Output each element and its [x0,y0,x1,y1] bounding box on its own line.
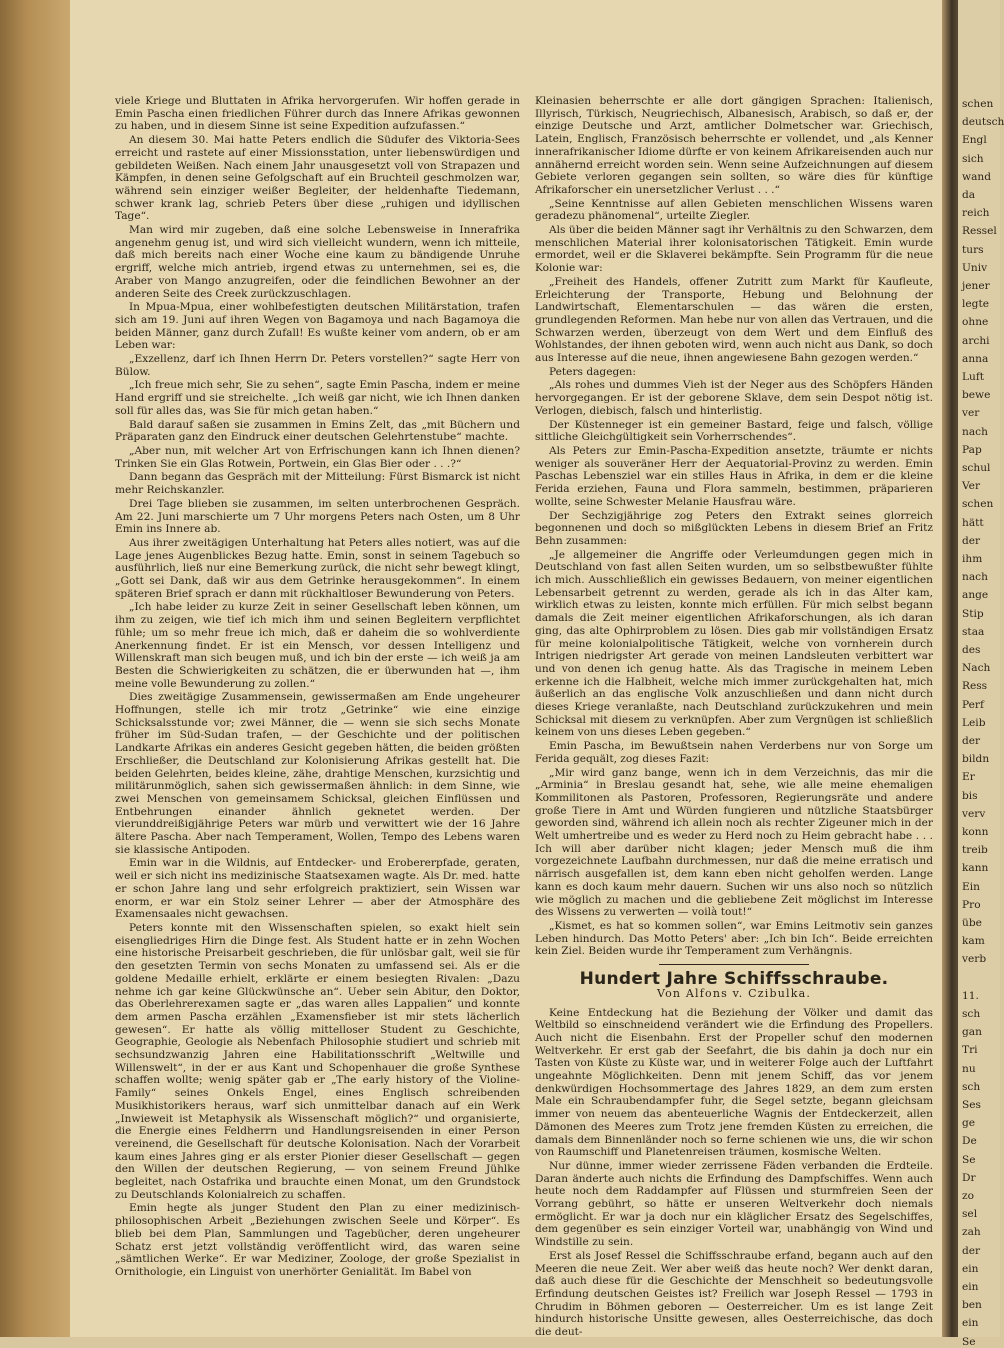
facing-page-text-fragment: wand [962,170,991,183]
facing-page-text-fragment: nu [962,1062,976,1075]
paragraph: Bald darauf saßen sie zusammen in Emins Zelt, das „mit Büchern und Präparaten ganz den Eindruck einer deutschen Gelehrtenstube“ machte. [115,418,520,444]
facing-page-text-fragment: De [962,1135,977,1148]
paragraph: Emin hegte als junger Student den Plan zu einer medizinisch-philosophischen Arbeit „Beziehungen zwischen Seele und Körper“. Es blieb bei dem Plan, Sammlungen und Tagebücher, deren ungeheurer Schatz erst jetzt vollständig veröffentlicht wird, das waren seine „sämtlichen Werke“. Er war Mediziner, Zoologe, der große Spezialist in Ornithologie, ein Linguist von unerhörter Genialität. Im Babel von [115,1202,520,1278]
facing-page-text-fragment: sch [962,1008,981,1020]
facing-page-text-fragment: deutsch [962,116,1004,129]
facing-page-text-fragment: ohne [962,316,989,329]
paragraph: Man wird mir zugeben, daß eine solche Lebensweise in Innerafrika angenehm genug ist, und wird sich vielleicht wundern, wenn ich mitteile, daß mich bereits nach einer Woche eine kaum zu bändigende Unruhe ergriff, welche mich antrieb, irgend etwas zu unternehmen, sei es, die Araber von Mango anzugreifen, oder die feindlichen Bewohner an der anderen Seite des Creek zurückzuschlagen. [115,224,520,300]
facing-page-text-fragment: bildn [962,753,990,766]
facing-page-text-fragment: ben [962,1299,982,1312]
paragraph: Emin Pascha, im Bewußtsein nahen Verderbens nur von Sorge um Ferida gequält, zog dieses Fazit: [535,740,933,765]
facing-page-text-fragment: Pap [962,443,982,456]
paragraph: Kleinasien beherrschte er alle dort gängigen Sprachen: Italienisch, Illyrisch, Türkisch, Neugriechisch, Albanesisch, Arabisch, so daß er, der einzige Deutsche und Arzt, amtlicher Dolmetscher war. Griechisch, Latein, Englisch, Französisch beherrschte er vollendet, und „als Kenner innerafrikanischer Idiome dürfte er von keinem Afrikareisenden auch nur annähernd erreicht worden sein. Wenn seine Aufzeichnungen auf diesem Gebiete verloren gegangen sein sollten, so wäre dies für künftige Afrikaforscher ein unersetzlicher Verlust . . .“ [535,95,933,196]
facing-page-text-fragment: Ress [962,680,988,693]
facing-page-text-fragment: Engl [962,134,987,147]
facing-page-text-fragment: der [962,735,981,747]
facing-page-text-fragment: verb [962,953,987,966]
facing-page-text-fragment: schen [962,498,994,511]
facing-page-text-fragment: Dr [962,1171,976,1184]
paragraph: „Exzellenz, darf ich Ihnen Herrn Dr. Peters vorstellen?“ sagte Herr von Bülow. [115,353,520,378]
facing-page-text-fragment: Ein [962,880,980,893]
facing-page-text-fragment: ein [962,1262,979,1275]
paragraph: An diesem 30. Mai hatte Peters endlich die Südufer des Viktoria-Sees erreicht und rastete auf einer Missionsstation, unter liebenswürdigen und gebildeten Weißen. Nach einem Jahr unausgesetzt voll von Strapazen und Kämpfen, in denen seine Gefolgschaft auf ein Bruchteil geschmolzen war, während sein einziger weißer Begleiter, der heldenhafte Tiedemann, schwer krank lag, schrieb Peters über diese „ruhigen und idyllischen Tage“. [115,134,520,223]
facing-page-text-fragment: ange [962,589,989,602]
facing-page-text-fragment: ge [962,1117,976,1130]
facing-page-text-fragment: verv [962,807,986,820]
facing-page-text-fragment: gan [962,1026,982,1039]
page-gutter [942,0,958,1337]
paragraph: Aus ihrer zweitägigen Unterhaltung hat Peters alles notiert, was auf die Lage jenes Augenblickes Bezug hatte. Emin, sonst in seinem Tagebuch so ausführlich, ließ nur eine Bemerkung zurück, die nicht sehr bewegt klingt, „Gott sei Dank, daß wir aus dem Getrinke herausgekommen“. In einem späteren Brief sprach er dann mit rückhaltloser Bewunderung von Peters. [115,536,520,600]
article-continuation [535,95,933,958]
facing-page-text-fragment: des [962,644,981,656]
paragraph: Der Sechzigjährige zog Peters den Extrakt seines glorreich begonnenen und doch so mißglückten Lebens in diesem Brief an Fritz Behn zusammen: [535,509,933,547]
facing-page-text-fragment: bis [962,789,978,802]
facing-page-text-fragment: zo [962,1190,974,1202]
facing-page-text-fragment: da [962,189,976,201]
paragraph: Als über die beiden Männer sagt ihr Verhältnis zu den Schwarzen, dem menschlichen Material ihrer kolonisatorischen Tätigkeit. Emin wurde ermordet, weil er die Sklaverei bekämpfte. Sein Programm für die neue Kolonie war: [535,224,933,275]
facing-page-text-fragment: reich [962,207,990,220]
paragraph: „Je allgemeiner die Angriffe oder Verleumdungen gegen mich in Deutschland von fast allen Seiten wurden, um so selbstbewußter fühlte ich mich. Ausschließlich ein gewisses Bedauern, von meiner eigentlichen Lebensarbeit getrennt zu werden, gerade als ich in das Alter kam, wirklich etwas zu leisten, konnte mich erfüllen. Für mich selbst begann damals die Zeit meiner eigentlichen Afrikaforschungen, als ich daran ging, das alte Ophirproblem zu lösen. Dies gab mir vollständigen Ersatz für meine kolonialpolitische Tätigkeit, welche von vornherein durch Intrigen niedrigster Art gerade von meinen Landsleuten verbittert war und von denen ich genug hatte. Als das Tragische in meinem Leben erkenne ich die Halbheit, welche mich immer zurückgehalten hat, mich äußerlich an das englische Volk anzuschließen und dann nicht durch dieses Kriege veranlaßte, nach Deutschland zurückzukehren und mein Schicksal mit diesem zu verknüpfen. Aber zum Vergnügen ist schließlich keinem von uns dieses Leben gegeben.“ [535,548,933,739]
facing-page-text-fragment: anna [962,352,989,365]
facing-page-text-fragment: Tri [962,1044,978,1057]
facing-page-text-fragment: staa [962,625,985,638]
facing-page-text-fragment: ein [962,1281,979,1293]
facing-page-text-fragment: turs [962,243,984,256]
paragraph: Dann begann das Gespräch mit der Mitteilung: Fürst Bismarck ist nicht mehr Reichskanzler. [115,471,520,497]
facing-page-text-fragment: sich [962,152,984,165]
facing-page-text-fragment: kam [962,935,985,948]
paragraph: „Als rohes und dummes Vieh ist der Neger aus des Schöpfers Händen hervorgegangen. Er ist der geborene Sklave, dem sein Despot nötig ist. Verlogen, diebisch, falsch und hinterlistig. [535,379,933,417]
facing-page-text-fragment: Se [962,1335,976,1348]
facing-page-text-fragment: sch [962,1080,981,1093]
facing-page-text-fragment: ver [962,407,980,420]
facing-page-text-fragment: schul [962,462,991,474]
article-column-left [115,95,520,1280]
paragraph: Keine Entdeckung hat die Beziehung der Völker und damit das Weltbild so einschneidend verändert wie die Erfindung des Propellers. Auch nicht die Eisenbahn. Erst der Propeller schuf den modernen Weltverkehr. Er erst gab der Seefahrt, die bis dahin ja doch nur ein Tasten von Küste zu Küste war, und in weiterer Folge auch der Luftfahrt ungeahnte Möglichkeiten. Denn mit jenem Schiff, das vor jenem denkwürdigen Hochsommertage des Jahres 1829, an dem zum ersten Male ein Schraubendampfer fuhr, die Segel setzte, begann gleichsam immer von neuem das abenteuerliche Wagnis der Entdeckerzeit, allen Dämonen des Meeres zum Trotz jene fremden Küsten zu erreichen, die damals dem Binnenländer noch so ferne schienen wie uns, die wir schon von Raumschiff und Planetenreisen träumen, kosmische Welten. [535,1006,933,1159]
facing-page-text-fragment: nach [962,425,988,438]
paragraph: Der Küstenneger ist ein gemeiner Bastard, feige und falsch, völlige sittliche Gleichgültigkeit sein Vorherrschendes“. [535,418,933,444]
article-body [535,1007,933,1339]
paragraph: Erst als Josef Ressel die Schiffsschraube erfand, begann auch auf den Meeren die neue Zeit. Wer aber weiß das heute noch? Wer denkt daran, daß auch diese für die Geschichte der Menschheit so bedeutungsvolle Erfindung deutschen Geistes ist? Freilich war Joseph Ressel — 1793 in Chrudim in Böhmen geboren — Oesterreicher. Um es ist lange Zeit hindurch historische Unsitte gewesen, alles Oesterreichische, das doch die deut- [535,1249,933,1339]
article-headline: Hundert Jahre Schiffsschraube. [579,969,889,990]
facing-page-text-fragment: Ressel [962,225,997,238]
paragraph: Als Peters zur Emin-Pascha-Expedition ansetzte, träumte er nichts weniger als souveräner Herr der Aequatorial-Provinz zu werden. Emin Paschas Lebensziel war ein stilles Haus in Afrika, in dem er die kleine Ferida erziehen, Fauna und Flora sammeln, bestimmen, präparieren wollte, seine Schwester Melanie Hausfrau wäre. [535,444,933,508]
facing-page-text-fragment: ihm [962,553,983,565]
facing-page-text-fragment: sel [962,1208,978,1221]
facing-page-text-fragment: übe [962,917,982,929]
facing-page-text-fragment: archi [962,334,990,347]
facing-page-text-fragment: nach [962,571,988,584]
facing-page-text-fragment: Luft [962,371,985,383]
facing-page-text-fragment: Er [962,771,975,784]
paragraph: Nur dünne, immer wieder zerrissene Fäden verbanden die Erdteile. Daran änderte auch nichts die Erfindung des Dampfschiffes. Wenn auch heute noch dem Raddampfer auf Flüssen und sturmfreien Seen der Vorrang gebührt, so hätte er unseren Weltverkehr doch niemals ermöglicht. Er war ja doch nur ein kläglicher Ersatz des Segelschiffes, dem gegenüber es sein einziger Vorteil war, unabhängig von Wind und Windstille zu sein. [535,1159,933,1249]
paragraph: „Ich freue mich sehr, Sie zu sehen“, sagte Emin Pascha, indem er meine Hand ergriff und sie streichelte. „Ich weiß gar nicht, wie ich Ihnen danken soll für alles das, was Sie für mich getan haben.“ [115,379,520,417]
article-byline: Von Alfons v. Czibulka. [656,986,812,1000]
facing-page-edge [958,0,1004,1348]
facing-page-text-fragment: der [962,534,981,547]
facing-page-text-fragment: schen [962,98,994,110]
paragraph: Peters konnte mit den Wissenschaften spielen, so exakt hielt sein eisengliedriges Hirn die Dinge fest. Als Student hatte er in zehn Wochen eine historische Preisarbeit geschrieben, die für unlösbar galt, weil sie für den gesetzten Termin von sechs Monaten zu umfassend sei. Als er die goldene Medaille erhielt, erklärte er einem besiegten Rivalen: „Dazu nehme ich gar keine Glückwünsche an“. Ueber sein Abitur, den Doktor, das Oberlehrerexamen sagte er „das waren alles Lappalien“ und konnte dem armen Pascha erzählen „Examensfieber ist mir stets lächerlich gewesen“. Er hatte als völlig mittelloser Student zu Geschichte, Geographie, Geologie als Nebenfach Philosophie studiert und schrieb mit sechsundzwanzig Jahren eine Habilitationsschrift „Weltwille und Willenswelt“, in der er aus Kant und Schopenhauer die große Synthese schaffen wollte; wenig später gab er „The early history of the Violine-Family“ seines Onkels Engel, eines Englisch schreibenden Musikhistorikers heraus, warf sich unmittelbar danach auf ein Werk „Inwieweit ist Metaphysik als Wissenschaft möglich?“ und organisierte, die Energie eines Feldherrn und Handlungsreisenden in einer Person vereinend, die Gesellschaft für deutsche Kolonisation. Nach der Vorarbeit kaum eines Jahres ging er als erster Pionier dieser Gesellschaft — gegen den Willen der deutschen Regierung, — von seinem Freund Jühlke begleitet, nach Ostafrika und brauchte einen Monat, um den Grundstock zu Deutschlands Kolonialreich zu schaffen. [115,922,520,1201]
facing-page-text-fragment: bewe [962,389,991,402]
facing-page-text-fragment: 11. [962,989,979,1002]
facing-page-text-fragment: treib [962,844,988,857]
paragraph: „Aber nun, mit welcher Art von Erfrischungen kann ich Ihnen dienen? Trinken Sie ein Glas Rotwein, Portwein, ein Glas Bier oder . . .?“ [115,444,520,470]
facing-page-text-fragment: legte [962,298,989,311]
facing-page-text-fragment: jener [962,280,990,292]
facing-page-text-fragment: der [962,1244,981,1257]
paragraph: viele Kriege und Bluttaten in Afrika hervorgerufen. Wir hoffen gerade in Emin Pascha einen friedlichen Führer durch das Innere Afrikas gewonnen zu haben, und in diesem Sinne ist seine Expedition aufzufassen.“ [115,95,520,133]
facing-page-text-fragment: Perf [962,698,984,711]
section-divider [659,964,809,965]
facing-page-text-fragment: ein [962,1317,979,1330]
facing-page-text-fragment: zah [962,1226,981,1239]
paragraph: „Kismet, es hat so kommen sollen“, war Emins Leitmotiv sein ganzes Leben hindurch. Das Motto Peters' aber: „Ich bin Ich“. Beide erreichten kein Ziel. Beiden wurde ihr Temperament zum Verhängnis. [535,920,933,958]
facing-page-text-fragment: konn [962,826,989,838]
facing-page-text-fragment: kann [962,862,989,875]
facing-page-text-fragment: Stip [962,607,984,620]
article-column-right [535,95,933,1340]
facing-page-text-fragment: Univ [962,261,988,274]
book-binding-left [0,0,72,1337]
facing-page-text-fragment: Pro [962,898,981,911]
facing-page-text-fragment: Nach [962,662,991,675]
facing-page-text-fragment: Se [962,1153,976,1166]
facing-page-text-fragment: Ver [962,480,981,493]
facing-page-text-fragment: Leib [962,716,986,729]
paragraph: „Mir wird ganz bange, wenn ich in dem Verzeichnis, das mir die „Arminia“ in Breslau gesandt hat, sehe, wie alle meine ehemaligen Kommilitonen als Pastoren, Professoren, Regierungsräte und andere große Tiere in Amt und Würden fungieren und nützliche Staatsbürger geworden sind, während ich allein noch als rechter Zigeuner mich in der Welt umhertreibe und es weder zu Herd noch zu Heim gebracht habe . . . Ich will aber darüber nicht klagen; jeder Mensch muß die ihm vorgezeichnete Laufbahn durchmessen, nur daß die meine erratisch und närrisch ausgefallen ist, dem kann eben nicht geholfen werden. Lange kann es doch kaum mehr dauern. Suchen wir uns also noch so nützlich wie möglich zu machen und die gebliebene Zeit möglichst im Interesse des Wissens zu verwerten — voilà tout!“ [535,766,933,919]
paragraph: In Mpua-Mpua, einer wohlbefestigten deutschen Militärstation, trafen sich am 19. Juni auf ihren Wegen von Bagamoya und nach Bagamoya die beiden Männer, ganz durch Zufall! Es wußte keiner vom andern, ob er am Leben war: [115,301,520,352]
paragraph: Drei Tage blieben sie zusammen, im selten unterbrochenen Gespräch. Am 22. Juni marschierte um 7 Uhr morgens Peters nach Osten, um 8 Uhr Emin ins Innere ab. [115,497,520,536]
paragraph: Emin war in die Wildnis, auf Entdecker- und Erobererpfade, geraten, weil er sich nicht ins medizinische Staatsexamen wagte. Als Dr. med. hatte er schon Jahre lang und sehr erfolgreich praktiziert, sein Wissen war enorm, er war ein Stolz seiner Lehrer — aber der Atmosphäre des Examensaales nicht gewachsen. [115,857,520,921]
paragraph: Dies zweitägige Zusammensein, gewissermaßen am Ende ungeheurer Hoffnungen, stelle ich mir trotz „Getrinke“ wie eine einzige Schicksalsstunde vor; zwei Männer, die — wenn sie sich sechs Monate früher im Süd-Sudan trafen, — der Geschichte und der politischen Landkarte Afrikas ein anderes Gesicht gegeben hätten, die beiden größten Erschließer, die Deutschland zur Kolonisierung Afrikas gestellt hat. Die beiden Gelehrten, beides kleine, zähe, drahtige Menschen, kurzsichtig und militärunmöglich, sahen sich gewissermaßen ähnlich: in dem Sinne, wie zwei Menschen von gemeinsamem Schicksal, gleichen Einflüssen und Entbehrungen einander ähnlich geknetet werden. Der vierunddreißigjährige Peters war mürb und verwittert wie der 16 Jahre ältere Pascha. Aber nach Temperament, Wollen, Tempo des Lebens waren sie klassische Antipoden. [115,691,520,856]
paragraph: „Seine Kenntnisse auf allen Gebieten menschlichen Wissens waren geradezu phänomenal“, urteilte Ziegler. [535,197,933,223]
facing-page-text-fragment: hätt [962,516,984,529]
paragraph: Peters dagegen: [549,365,636,378]
facing-page-text-fragment: Ses [962,1099,981,1111]
paragraph: „Ich habe leider zu kurze Zeit in seiner Gesellschaft leben können, um ihm zu zeigen, wie tief ich mich ihm und seinen Begleitern verpflichtet fühle; um so mehr freue ich mich, daß er daheim die so wohlverdiente Anerkennung findet. Er ist ein Mensch, vor dessen Intelligenz und Willenskraft man sich beugen muß, und ich bin der erste — ich weiß ja am Besten die Schwierigkeiten zu schätzen, die er überwunden hat —, ihm meine volle Bewunderung zu zollen.“ [115,601,520,690]
paragraph: „Freiheit des Handels, offener Zutritt zum Markt für Kaufleute, Erleichterung der Transporte, Hebung und Belohnung der Landwirtschaft, Elementarschulen — das wären die ersten, grundlegenden Reformen. Man hebe nur von allen das Vertrauen, und die Schwarzen werden, überzeugt von dem Wert und dem Einfluß des Wohlstandes, der ihnen geboten wird, wenn auch nicht aus Dank, so doch aus Interesse auf die neue, ihnen angewiesene Bahn gezogen werden.“ [535,275,934,365]
